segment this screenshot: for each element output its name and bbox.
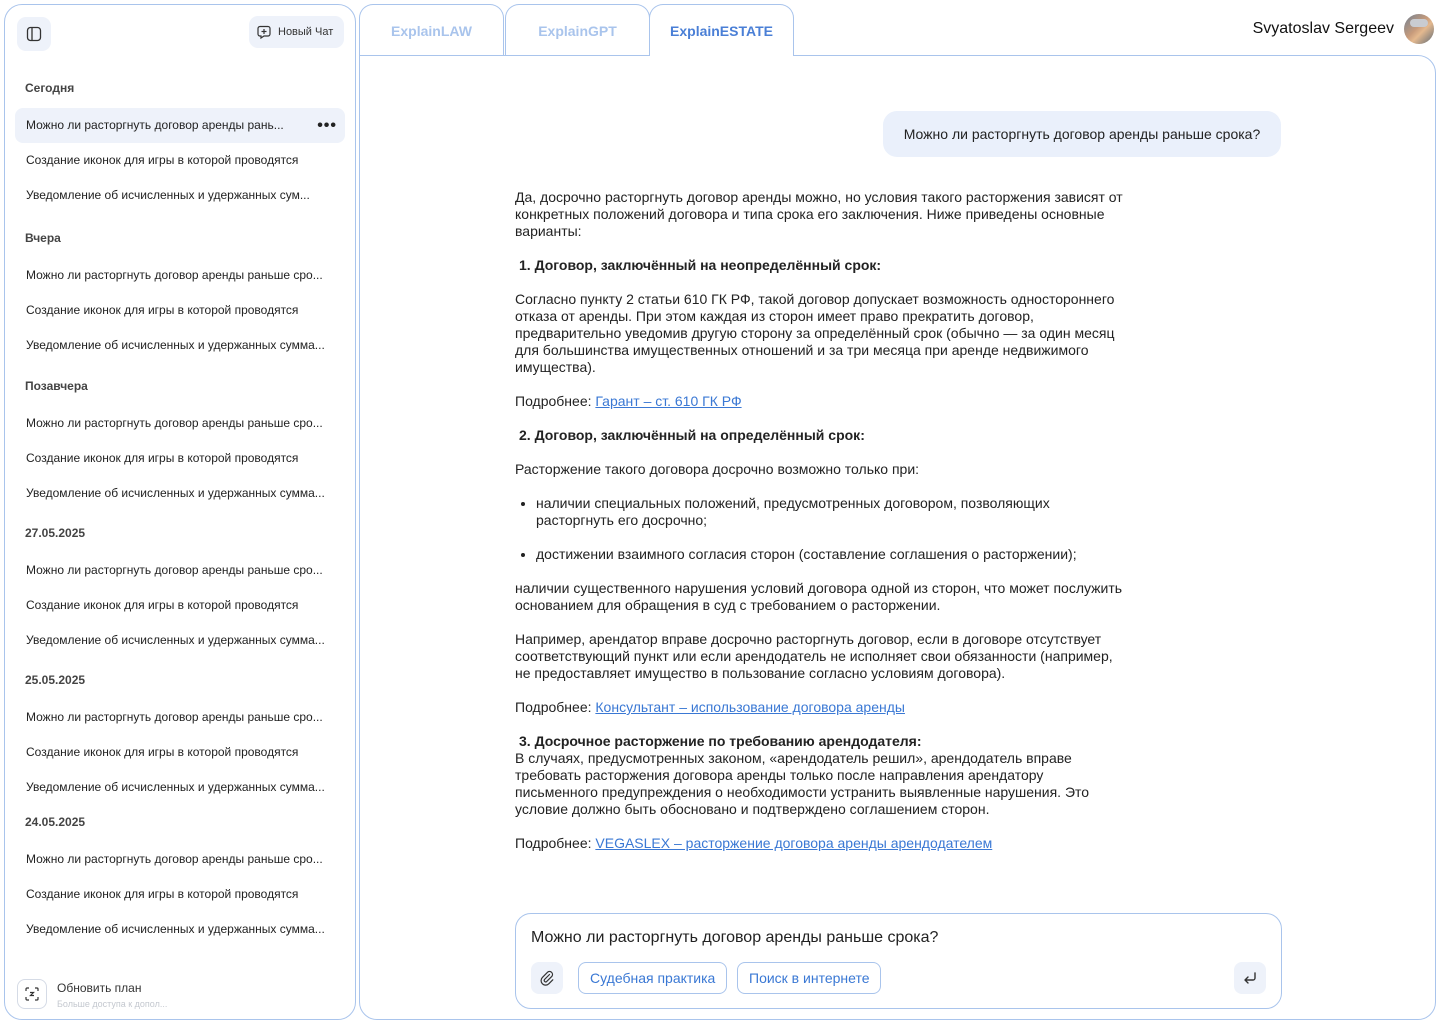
answer-source: [515, 699, 1125, 716]
new-chat-icon: [257, 24, 273, 40]
history-item[interactable]: Уведомление об исчисленных и удержанных сумма...: [26, 922, 325, 936]
tab-explainlaw[interactable]: ExplainLAW: [359, 4, 504, 56]
group-title: Вчера: [25, 231, 61, 245]
answer-paragraph: Например, арендатор вправе досрочно расторгнуть договор, если в договоре отсутствует соответствующий пункт или если арендодатель не исполняет свои обязанности (например, не предоставляет имущество в пользование согласно условиям договора).: [515, 631, 1113, 681]
history-item[interactable]: Можно ли расторгнуть договор аренды раньше сро...: [26, 563, 323, 577]
user-message-bubble: Можно ли расторгнуть договор аренды раньше срока?: [883, 111, 1281, 157]
history-item[interactable]: Можно ли расторгнуть договор аренды раньше сро...: [26, 268, 323, 282]
chat-history-list[interactable]: [5, 75, 355, 965]
user-name: Svyatoslav Sergeev: [1252, 20, 1394, 37]
history-item[interactable]: Создание иконок для игры в которой проводятся: [26, 887, 299, 901]
user-profile[interactable]: [1253, 14, 1434, 44]
enter-icon: [1242, 970, 1258, 986]
upgrade-subtitle: Больше доступа к допол...: [57, 999, 168, 1009]
send-button[interactable]: [1234, 962, 1266, 994]
upgrade-icon: [17, 979, 47, 1009]
answer-paragraph: Согласно пункту 2 статьи 610 ГК РФ, такой договор допускает возможность одностороннего отказа от аренды. При этом каждая из сторон имеет право прекратить договор, предварительно уведомив другую сторону за определённый срок (обычно — за один месяц для большинства имущественных отношений и за три месяца при аренде недвижимого имущества).: [515, 291, 1115, 375]
history-item[interactable]: Создание иконок для игры в которой проводятся: [26, 745, 299, 759]
history-item[interactable]: Уведомление об исчисленных и удержанных сумма...: [26, 338, 325, 352]
bullet-item: • наличии специальных положений, предусмотренных договором, позволяющих расторгнуть его досрочно;: [536, 495, 1125, 529]
paperclip-icon: [539, 970, 555, 986]
upgrade-plan-button[interactable]: [17, 979, 167, 1009]
history-group-date: [5, 812, 355, 947]
history-group-today: [5, 78, 355, 213]
source-link-vegaslex[interactable]: VEGASLEX – расторжение договора аренды арендодателем: [595, 835, 993, 851]
group-title: Сегодня: [25, 81, 75, 95]
message-composer[interactable]: [515, 913, 1282, 1009]
more-options-icon[interactable]: •••: [317, 117, 337, 134]
tab-explaingpt[interactable]: ExplainGPT: [505, 4, 650, 56]
answer-paragraph: наличии существенного нарушения условий договора одной из сторон, что может послужить основанием для обращения в суд с требованием о расторжении.: [515, 580, 1123, 613]
bullet-item: • достижении взаимного согласия сторон (составление соглашения о расторжении);: [536, 546, 1125, 563]
history-group-date: [5, 670, 355, 805]
sidebar: [4, 4, 356, 1020]
source-label: Подробнее:: [515, 393, 592, 409]
answer-paragraph: Расторжение такого договора досрочно возможно только при:: [515, 461, 920, 477]
answer-section-title: 3. Досрочное расторжение по требованию арендодателя:: [519, 733, 922, 749]
chat-panel: [359, 55, 1436, 1020]
assistant-answer: [515, 189, 1125, 869]
history-item[interactable]: Уведомление об исчисленных и удержанных сумма...: [26, 780, 325, 794]
source-link-consultant[interactable]: Консультант – использование договора аренды: [595, 699, 905, 715]
history-item[interactable]: Создание иконок для игры в которой проводятся: [26, 303, 299, 317]
history-group-day-before: [5, 376, 355, 511]
source-label: Подробнее:: [515, 699, 592, 715]
history-item[interactable]: [15, 108, 345, 143]
avatar[interactable]: [1404, 14, 1434, 44]
history-item[interactable]: Можно ли расторгнуть договор аренды раньше сро...: [26, 710, 323, 724]
attach-button[interactable]: [531, 962, 563, 994]
history-item-label: Можно ли расторгнуть договор аренды рань...: [26, 118, 284, 132]
history-group-date: [5, 523, 355, 658]
answer-intro: Да, досрочно расторгнуть договор аренды можно, но условия такого расторжения зависят от конкретных положений договора и типа срока его заключения. Ниже приведены основные варианты:: [515, 189, 1123, 239]
answer-paragraph: В случаях, предусмотренных законом, «арендодатель решил», арендодатель вправе требовать расторжения договора аренды только после направления арендатору письменного предупреждения о необходимости устранить выявленные нарушения. Это условие должно быть обосновано и подтверждено соглашением сторон.: [515, 750, 1090, 817]
new-chat-label: Новый Чат: [278, 26, 334, 38]
answer-bullet-list: [536, 495, 1125, 563]
web-search-chip[interactable]: Поиск в интернете: [737, 962, 881, 994]
group-title: 24.05.2025: [25, 815, 86, 829]
sidebar-toggle-button[interactable]: [17, 17, 51, 51]
history-item[interactable]: Создание иконок для игры в которой проводятся: [26, 598, 299, 612]
sidebar-toggle-icon: [26, 26, 42, 42]
group-title: 27.05.2025: [25, 526, 86, 540]
source-label: Подробнее:: [515, 835, 592, 851]
answer-source: [515, 393, 1125, 410]
answer-source: [515, 835, 1125, 852]
history-item[interactable]: Уведомление об исчисленных и удержанных сумма...: [26, 633, 325, 647]
history-item[interactable]: Можно ли расторгнуть договор аренды раньше сро...: [26, 852, 323, 866]
upgrade-title: Обновить план: [57, 981, 142, 995]
history-item[interactable]: Можно ли расторгнуть договор аренды раньше сро...: [26, 416, 323, 430]
answer-section-title: 2. Договор, заключённый на определённый срок:: [519, 427, 865, 443]
group-title: 25.05.2025: [25, 673, 86, 687]
history-item[interactable]: Создание иконок для игры в которой проводятся: [26, 153, 299, 167]
history-item[interactable]: Создание иконок для игры в которой проводятся: [26, 451, 299, 465]
history-group-yesterday: [5, 228, 355, 363]
history-item[interactable]: Уведомление об исчисленных и удержанных сумма...: [26, 486, 325, 500]
message-input[interactable]: Можно ли расторгнуть договор аренды раньше срока?: [531, 929, 939, 946]
group-title: Позавчера: [25, 379, 88, 393]
tab-explainestate[interactable]: ExplainESTATE: [649, 4, 794, 56]
new-chat-button[interactable]: [249, 16, 344, 48]
history-item[interactable]: Уведомление об исчисленных и удержанных сум...: [26, 188, 310, 202]
answer-section-title: 1. Договор, заключённый на неопределённый срок:: [519, 257, 882, 273]
court-practice-chip[interactable]: Судебная практика: [578, 962, 727, 994]
source-link-garant[interactable]: Гарант – ст. 610 ГК РФ: [595, 393, 742, 409]
